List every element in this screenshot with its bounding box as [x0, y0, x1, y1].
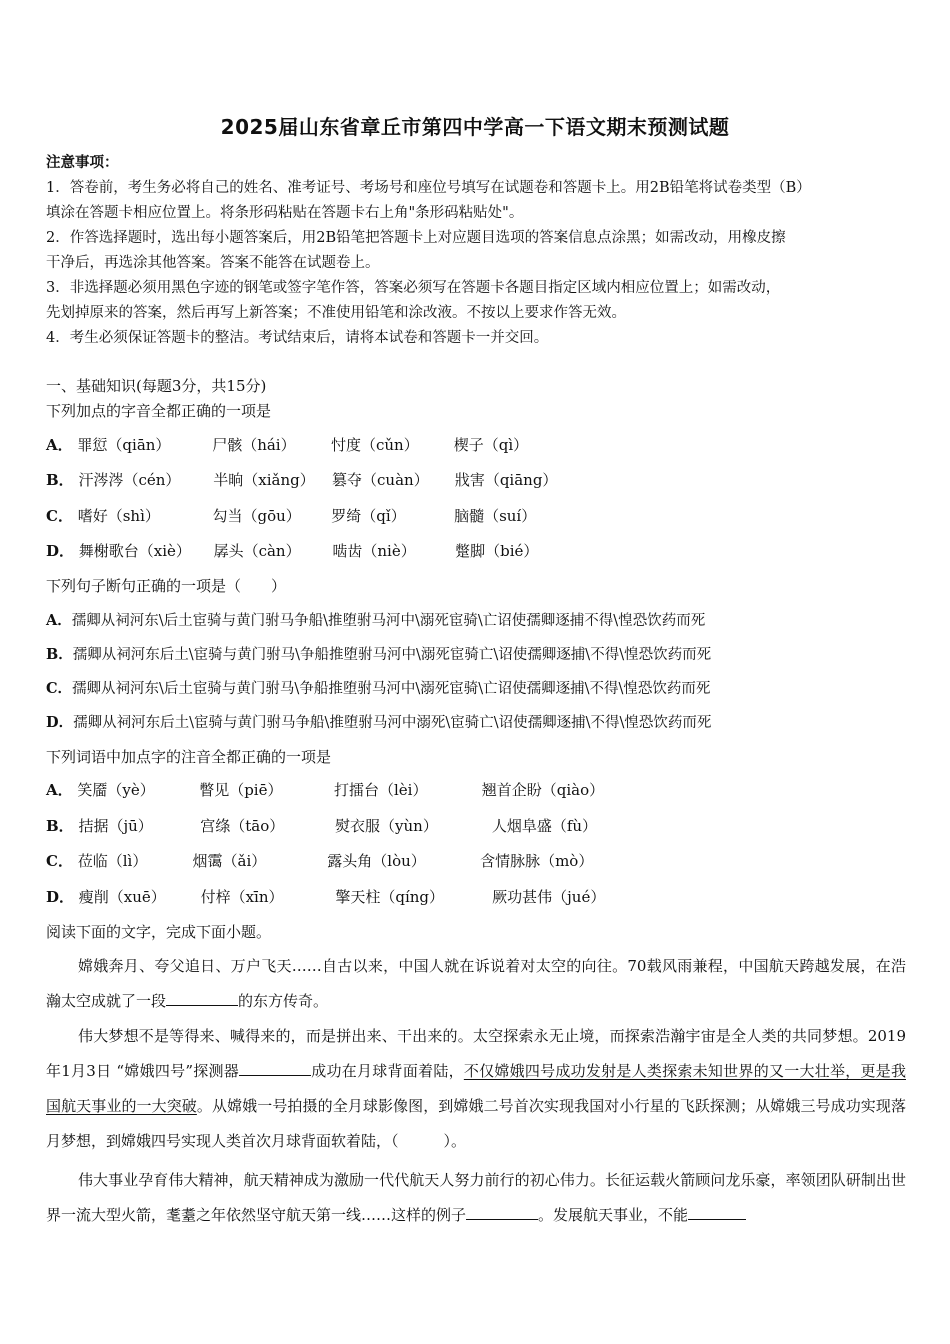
option-word: 半晌（xiǎng） [213, 471, 315, 489]
reading-intro: 阅读下面的文字，完成下面小题。 [46, 923, 272, 941]
q3-option-a [46, 781, 604, 799]
option-word: 熨衣服（yùn） [335, 817, 438, 835]
question-stem: 下列加点的字音全都正确的一项是 [46, 402, 272, 420]
option-word: 拮据（jū） [78, 817, 153, 835]
paragraph-text: 伟大事业孕育伟大精神，航天精神成为激励一代代航天人努力前行的初心伟力。长征运载火箭顾问龙乐豪，率领团队研制出世界一流大型火箭，耄耋之年依然坚守航天第一线……这样的例子 [46, 1171, 906, 1224]
section-heading: 一、基础知识(每题3分，共15分) [46, 377, 267, 395]
paragraph-text: 伟大梦想不是等得来、喊得来的，而是拼出来、干出来的。太空探索永无止境，而探索浩瀚宇宙是全人类的共同梦想。2019年1月3日 “嫦娥四号”探测器 [46, 1027, 906, 1080]
q3-option-c [46, 852, 593, 870]
option-word: 勾当（gōu） [212, 507, 301, 525]
notice-line: 先划掉原来的答案，然后再写上新答案；不准使用铅笔和涂改液。不按以上要求作答无效。 [46, 305, 626, 321]
option-label: B． [46, 817, 74, 835]
option-word: 楔子（qì） [453, 436, 529, 454]
option-word: 擎天柱（qíng） [335, 888, 445, 906]
q1-option-d [46, 542, 538, 560]
option-word: 舞榭歌台（xiè） [78, 542, 191, 560]
paragraph-text: 嫦娥奔月、夸父追日、万户飞天……自古以来，中国人就在诉说着对太空的向往。70载风雨兼程，中国航天跨越发展，在浩瀚太空成就了一段 [46, 957, 906, 1010]
page-title: 2025届山东省章丘市第四中学高一下语文期末预测试题 [220, 115, 730, 139]
q3-option-d [46, 888, 605, 906]
q3-option-b [46, 817, 597, 835]
option-word: 人烟阜盛（fù） [491, 817, 598, 835]
option-text: 孺卿从祠河东\后土宦骑与黄门驸马\争船推堕驸马河中\溺死宦骑\亡诏使孺卿逐捕\不得\惶恐饮药而死 [72, 681, 711, 697]
fill-blank [466, 1205, 538, 1220]
option-label: C． [46, 680, 73, 697]
reading-paragraph-1 [46, 949, 906, 1019]
option-word: 嗜好（shì） [77, 507, 160, 525]
option-word: 付梓（xīn） [200, 888, 284, 906]
q2-option-a [46, 612, 705, 630]
option-word: 罗绮（qǐ） [331, 507, 406, 525]
paragraph-text: 成功在月球背面着陆， [311, 1062, 464, 1080]
option-word: 戕害（qiāng） [454, 471, 558, 489]
option-word: 翘首企盼（qiào） [481, 781, 605, 799]
option-word: 露头角（lòu） [327, 852, 426, 870]
q2-option-c [46, 680, 710, 698]
question-stem: 下列词语中加点字的注音全都正确的一项是 [46, 748, 332, 766]
paragraph-text: 。从嫦娥一号拍摄的全月球影像图，到嫦娥二号首次实现我国对小行星的飞跃探测；从嫦娥三号成功实现落月梦想，到嫦娥四号实现人类首次月球背面软着陆，（ ）。 [46, 1097, 906, 1150]
option-word: 啮齿（niè） [332, 542, 416, 560]
q2-option-d [46, 714, 711, 732]
option-word: 厥功甚伟（jué） [492, 888, 606, 906]
option-word: 孱头（càn） [213, 542, 301, 560]
option-label: C． [46, 852, 73, 870]
notice-line: 干净后，再选涂其他答案。答案不能答在试题卷上。 [46, 255, 380, 271]
option-word: 莅临（lì） [77, 852, 148, 870]
option-word: 汗涔涔（cén） [78, 471, 181, 489]
option-text: 孺卿从祠河东\后土宦骑与黄门驸马争船\推堕驸马河中\溺死宦骑\亡诏使孺卿逐捕不得\惶恐饮药而死 [71, 613, 706, 629]
option-label: A． [46, 612, 72, 629]
fill-blank [166, 991, 238, 1006]
option-label: B． [46, 471, 74, 489]
option-word: 打擂台（lèi） [333, 781, 428, 799]
underlined-sentence: 不仅嫦娥四号成功发射是人类探索未知世界的又一大壮举，更是我国航天事业的一大突破 [46, 1062, 906, 1115]
question-stem: 下列句子断句正确的一项是（ ） [46, 577, 287, 595]
option-word: 烟霭（ǎi） [192, 852, 267, 870]
option-label: A． [46, 436, 73, 454]
q1-option-b [46, 471, 557, 489]
option-label: C． [46, 507, 73, 525]
fill-blank [239, 1061, 311, 1076]
option-word: 蹩脚（bié） [455, 542, 539, 560]
option-word: 脑髓（suí） [454, 507, 537, 525]
fill-blank [688, 1205, 746, 1220]
option-label: B． [46, 646, 73, 663]
notice-line: 填涂在答题卡相应位置上。将条形码粘贴在答题卡右上角"条形码粘贴处"。 [46, 205, 524, 221]
option-word: 宫绦（tāo） [200, 817, 285, 835]
notice-line: 4．考生必须保证答题卡的整洁。考试结束后，请将本试卷和答题卡一并交回。 [46, 330, 549, 346]
option-word: 含情脉脉（mò） [480, 852, 594, 870]
option-word: 尸骸（hái） [212, 436, 296, 454]
option-text: 孺卿从祠河东后土\宦骑与黄门驸马\争船推堕驸马河中\溺死宦骑亡\诏使孺卿逐捕\不得\惶恐饮药而死 [72, 647, 712, 663]
option-text: 孺卿从祠河东后土\宦骑与黄门驸马争船\推堕驸马河中溺死\宦骑亡\诏使孺卿逐捕\不得\惶恐饮药而死 [73, 715, 712, 731]
option-word: 忖度（cǔn） [330, 436, 419, 454]
option-label: D． [46, 542, 75, 560]
q2-option-b [46, 646, 711, 664]
option-label: A． [46, 781, 73, 799]
notice-heading: 注意事项： [46, 154, 119, 171]
option-word: 笑靥（yè） [77, 781, 155, 799]
q1-option-a [46, 436, 528, 454]
paragraph-text: 的东方传奇。 [238, 992, 329, 1010]
option-word: 篡夺（cuàn） [332, 471, 429, 489]
paragraph-text: 。发展航天事业，不能 [538, 1206, 689, 1224]
reading-paragraph-3 [46, 1163, 906, 1233]
reading-paragraph-2 [46, 1019, 906, 1159]
q1-option-c [46, 507, 536, 525]
option-word: 瞥见（piē） [199, 781, 283, 799]
option-label: D． [46, 714, 74, 731]
notice-line: 2．作答选择题时，选出每小题答案后，用2B铅笔把答题卡上对应题目选项的答案信息点涂黑；如需改动，用橡皮擦 [46, 230, 786, 246]
notice-line: 3．非选择题必须用黑色字迹的钢笔或签字笔作答，答案必须写在答题卡各题目指定区域内相应位置上；如需改动， [46, 280, 781, 296]
option-label: D． [46, 888, 75, 906]
option-word: 瘦削（xuē） [78, 888, 166, 906]
notice-line: 1．答卷前，考生务必将自己的姓名、准考证号、考场号和座位号填写在试题卷和答题卡上。用2B铅笔将试卷类型（B） [46, 180, 811, 196]
option-word: 罪愆（qiān） [77, 436, 171, 454]
